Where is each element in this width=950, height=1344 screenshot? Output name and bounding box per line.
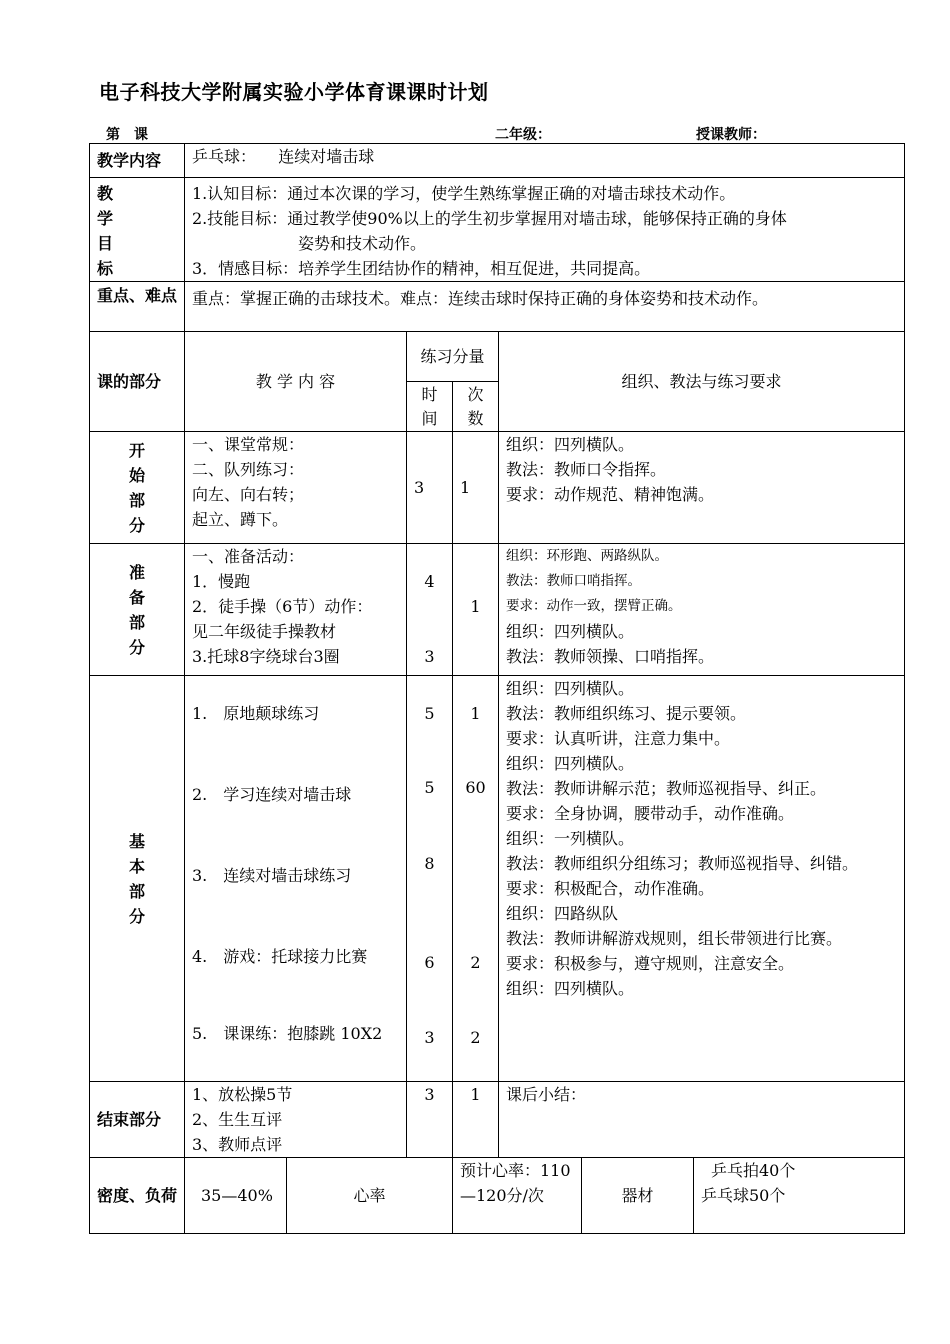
prep-section [90, 544, 905, 676]
basic-section [90, 676, 905, 1082]
prep-time: 4 3 [407, 544, 453, 676]
basic-org: 组织：四列横队。 教法：教师组织练习、提示要领。 要求：认真听讲，注意力集中。 组织：四列横队。 教法：教师讲解示范；教师巡视指导、纠正。 要求：全身协调，腰带动手，动作准确。 组织：一列横队。 教法：教师组织分组练习；教师巡视指导、纠错。 要求：积极配合，动作准确。 组织：四路纵队 教法：教师讲解游戏规则，组长带领进行比赛。 要求：积极参与，遵守规则，注意安全。 组织：四列横队。 [499, 676, 905, 1082]
key-text: 重点：掌握正确的击球技术。难点：连续击球时保持正确的身体姿势和技术动作。 [185, 282, 905, 332]
lesson-topic: 连续对墙击球 [278, 147, 375, 166]
basic-item: 1. 原地颠球练习 [192, 704, 320, 723]
density-row [90, 1158, 905, 1234]
lesson-number: 第 课 [106, 127, 148, 143]
density-label: 密度、负荷 [90, 1158, 185, 1234]
goals-label: 教 学 目 标 [90, 178, 185, 282]
basic-count: 1 60 2 2 [453, 676, 499, 1082]
start-org: 组织：四列横队。 教法：教师口令指挥。 要求：动作规范、精神饱满。 [499, 432, 905, 544]
end-summary: 课后小结： [499, 1082, 905, 1158]
goals-row [90, 178, 905, 282]
page-title: 电子科技大学附属实验小学体育课课时计划 [99, 80, 489, 104]
goal-emotion: 3．情感目标：培养学生团结协作的精神，相互促进，共同提高。 [192, 259, 651, 278]
start-label: 开 始 部 分 [90, 432, 185, 544]
content-label: 教学内容 [90, 144, 185, 178]
end-time: 3 [407, 1082, 453, 1158]
equipment-list: 乒乓拍40个 乒乓球50个 [694, 1158, 905, 1234]
start-section [90, 432, 905, 544]
basic-item: 5. 课课练：抱膝跳 10X2 [192, 1024, 383, 1043]
grade-label: 二年级： [495, 127, 551, 143]
end-count: 1 [453, 1082, 499, 1158]
start-time: 3 [407, 432, 453, 544]
goal-cognitive: 1.认知目标：通过本次课的学习，使学生熟练掌握正确的对墙击球技术动作。 [192, 184, 736, 203]
col-content: 教 学 内 容 [185, 332, 407, 432]
col-org: 组织、教法与练习要求 [499, 332, 905, 432]
goal-skill-cont: 姿势和技术动作。 [298, 234, 427, 253]
prep-count: 1 [453, 544, 499, 676]
col-amount: 练习分量 [407, 332, 499, 382]
key-label: 重点、难点 [90, 282, 185, 332]
col-time: 时间 [407, 382, 453, 432]
basic-item: 4. 游戏：托球接力比赛 [192, 947, 368, 966]
heart-rate-value: 预计心率：110—120分/次 [453, 1158, 582, 1234]
column-header-row [90, 332, 905, 382]
content-row [90, 144, 905, 178]
goal-skill: 2.技能目标：通过教学使90%以上的学生初步掌握用对墙击球，能够保持正确的身体 [192, 209, 787, 228]
prep-content: 一、准备活动： 1．慢跑 2．徒手操（6节）动作： 见二年级徒手操教材 3.托球8字绕球台3圈 [185, 544, 407, 676]
lesson-plan-table [89, 143, 905, 1234]
basic-time: 5 5 8 6 3 [407, 676, 453, 1082]
end-content: 1、放松操5节 2、生生互评 3、教师点评 [185, 1082, 407, 1158]
col-part: 课的部分 [90, 332, 185, 432]
start-content: 一、课堂常规： 二、队列练习： 向左、向右转； 起立、蹲下。 [185, 432, 407, 544]
key-row [90, 282, 905, 332]
sport-name: 乒乓球： [192, 147, 257, 166]
teacher-label: 授课教师： [696, 127, 766, 143]
basic-content [185, 676, 407, 1082]
basic-item: 3. 连续对墙击球练习 [192, 866, 352, 885]
density-value: 35—40% [185, 1158, 287, 1234]
prep-org: 组织：环形跑、两路纵队。 教法：教师口哨指挥。 要求：动作一致，摆臂正确。 组织：四列横队。 教法：教师领操、口哨指挥。 [499, 544, 905, 676]
equipment-label: 器材 [582, 1158, 694, 1234]
basic-item: 2. 学习连续对墙击球 [192, 785, 352, 804]
prep-label: 准 备 部 分 [90, 544, 185, 676]
heart-rate-label: 心率 [287, 1158, 453, 1234]
basic-label: 基 本 部 分 [90, 676, 185, 1082]
end-label: 结束部分 [90, 1082, 185, 1158]
end-section [90, 1082, 905, 1158]
col-count: 次数 [453, 382, 499, 432]
start-count: 1 [453, 432, 499, 544]
